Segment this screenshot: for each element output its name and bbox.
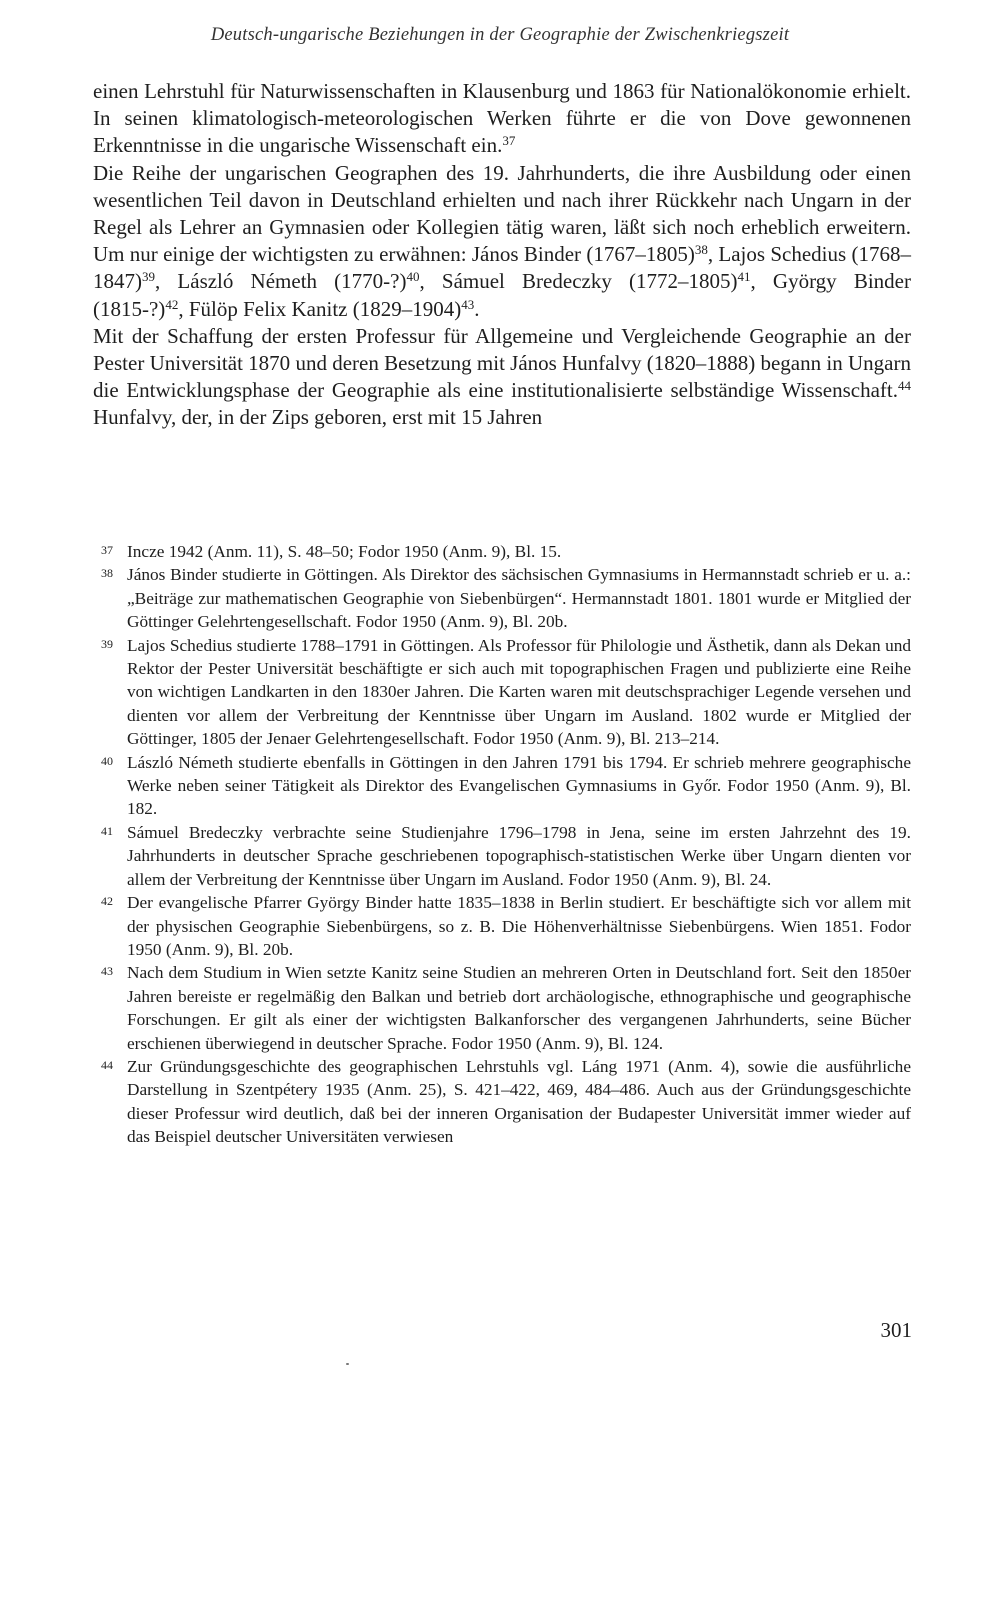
footnote-number: 38 [101, 566, 113, 581]
paragraph-text: Hunfalvy, der, in der Zips geboren, erst mit 15 Jahren [93, 405, 543, 430]
footnote-40 [93, 751, 911, 821]
paragraph-text: , György Binder (1815-?) [93, 269, 911, 321]
footnote-number: 39 [101, 636, 113, 651]
paragraph-text: einen Lehrstuhl für Naturwissenschaften in Klausenburg und 1863 für Nationalökonomie erhielt. In seinen klimatologisch-meteorologischen Werken führte er die von Dove gewonnenen Erkenntnisse in die ungarische Wissenschaft ein. [93, 79, 911, 158]
footnote-ref[interactable]: 38 [694, 242, 708, 258]
paragraph [93, 160, 911, 323]
footnote-38 [93, 563, 911, 633]
paragraph [93, 78, 911, 160]
footnote-text: János Binder studierte in Göttingen. Als Direktor des sächsischen Gymnasiums in Hermannstadt schrieb er u. a.: „Beiträge zur mathematischen Geographie von Siebenbürgen“. Hermannstadt 1801. 1801 wurde er Mitglied der Göttinger Gelehrtengesellschaft. Fodor 1950 (Anm. 9), Bl. 20b. [127, 565, 911, 632]
footnote-number: 42 [101, 894, 113, 909]
paragraph-text: , Lajos Schedius (1768–1847) [93, 242, 911, 294]
footnote-ref[interactable]: 42 [165, 296, 179, 312]
footnote-number: 44 [101, 1057, 113, 1072]
footnote-ref[interactable]: 43 [461, 296, 475, 312]
footnote-number: 40 [101, 753, 113, 768]
footnote-42 [93, 891, 911, 961]
footnote-39 [93, 634, 911, 751]
footnote-ref[interactable]: 40 [406, 269, 420, 285]
footnotes [93, 540, 911, 1149]
footnote-text: Zur Gründungsgeschichte des geographischen Lehrstuhls vgl. Láng 1971 (Anm. 4), sowie die ausführliche Darstellung in Szentpétery 1935 (Anm. 25), S. 421–422, 469, 484–486. Auch aus der Gründungsgeschichte dieser Professur wird deutlich, daß bei der inneren Organisation der Budapester Universität immer wieder auf das Beispiel deutscher Universitäten verwiesen [127, 1056, 911, 1147]
footnote-ref[interactable]: 39 [142, 269, 156, 285]
running-head: Deutsch-ungarische Beziehungen in der Geographie der Zwischenkriegszeit [210, 25, 790, 45]
footnote-text: Lajos Schedius studierte 1788–1791 in Göttingen. Als Professor für Philologie und Ästhetik, dann als Dekan und Rektor der Pester Universität beschäftigte er sich auch mit topographischen Fragen und publizierte eine Reihe von wichtigen Landkarten in den 1830er Jahren. Die Karten waren mit deutschsprachiger Legende versehen und dienten vor allem der Verbreitung der Kenntnisse über Ungarn im Ausland. 1802 wurde er Mitglied der Göttinger, 1805 der Jenaer Gelehrtengesellschaft. Fodor 1950 (Anm. 9), Bl. 213–214. [127, 635, 911, 749]
footnote-43 [93, 961, 911, 1055]
paragraph-text: Die Reihe der ungarischen Geographen des 19. Jahrhunderts, die ihre Ausbildung oder einen wesentlichen Teil davon in Deutschland erhielten und nach ihrer Rückkehr nach Ungarn in der Regel als Lehrer an Gymnasien oder Kollegien tätig waren, läßt sich noch erheblich erweitern. Um nur einige der wichtigsten zu erwähnen: János Binder (1767–1805) [93, 160, 911, 267]
footnote-number: 37 [101, 543, 113, 557]
paragraph-text: Mit der Schaffung der ersten Professur für Allgemeine und Vergleichende Geographie an der Pester Universität 1870 und deren Besetzung mit János Hunfalvy (1820–1888) begann in Ungarn die Entwicklungsphase der Geographie als eine institutionalisierte selbständige Wissenschaft. [93, 323, 911, 403]
page-number: 301 [880, 1318, 912, 1342]
footnote-37 [93, 540, 911, 563]
footnote-ref[interactable]: 44 [897, 378, 911, 394]
paragraph-text: . [474, 296, 480, 321]
footnote-text: Incze 1942 (Anm. 11), S. 48–50; Fodor 1950 (Anm. 9), Bl. 15. [127, 542, 562, 561]
footnote-44 [93, 1055, 911, 1149]
footnote-number: 41 [101, 823, 113, 838]
footnote-ref[interactable]: 41 [737, 269, 751, 285]
footnote-ref[interactable]: 37 [502, 133, 516, 149]
body-text [93, 78, 911, 432]
footnote-number: 43 [101, 964, 113, 979]
footnote-text: Nach dem Studium in Wien setzte Kanitz seine Studien an mehreren Orten in Deutschland fort. Seit den 1850er Jahren bereiste er regelmäßig den Balkan und betrieb dort archäologische, ethnographische und geographische Forschungen. Er gilt als einer der wichtigsten Balkanforscher des vergangenen Jahrhunderts, seine Bücher erschienen überwiegend in deutscher Sprache. Fodor 1950 (Anm. 9), Bl. 124. [127, 963, 911, 1053]
paragraph-text: , Sámuel Bredeczky (1772–1805) [419, 269, 738, 294]
footnote-41 [93, 821, 911, 891]
scan-speck [346, 1363, 349, 1365]
paragraph-text: , Fülöp Felix Kanitz (1829–1904) [178, 296, 462, 321]
footnote-text: László Németh studierte ebenfalls in Göttingen in den Jahren 1791 bis 1794. Er schrieb mehrere geographische Werke neben seiner Tätigkeit als Direktor des Evangelischen Gymnasiums in Győr. Fodor 1950 (Anm. 9), Bl. 182. [127, 752, 911, 819]
footnote-text: Sámuel Bredeczky verbrachte seine Studienjahre 1796–1798 in Jena, seine im ersten Jahrzehnt des 19. Jahrhunderts in deutscher Sprache geschriebenen topographisch-statistischen Werke über Ungarn dienten vor allem der Verbreitung der Kenntnisse über Ungarn im Ausland. Fodor 1950 (Anm. 9), Bl. 24. [127, 822, 911, 889]
paragraph [93, 323, 911, 432]
footnote-text: Der evangelische Pfarrer György Binder hatte 1835–1838 in Berlin studiert. Er beschäftigte sich vor allem mit der physischen Geographie Siebenbürgens, so z. B. Die Höhenverhältnisse Siebenbürgens. Wien 1851. Fodor 1950 (Anm. 9), Bl. 20b. [127, 893, 911, 959]
paragraph-text: , László Németh (1770-?) [155, 269, 407, 294]
